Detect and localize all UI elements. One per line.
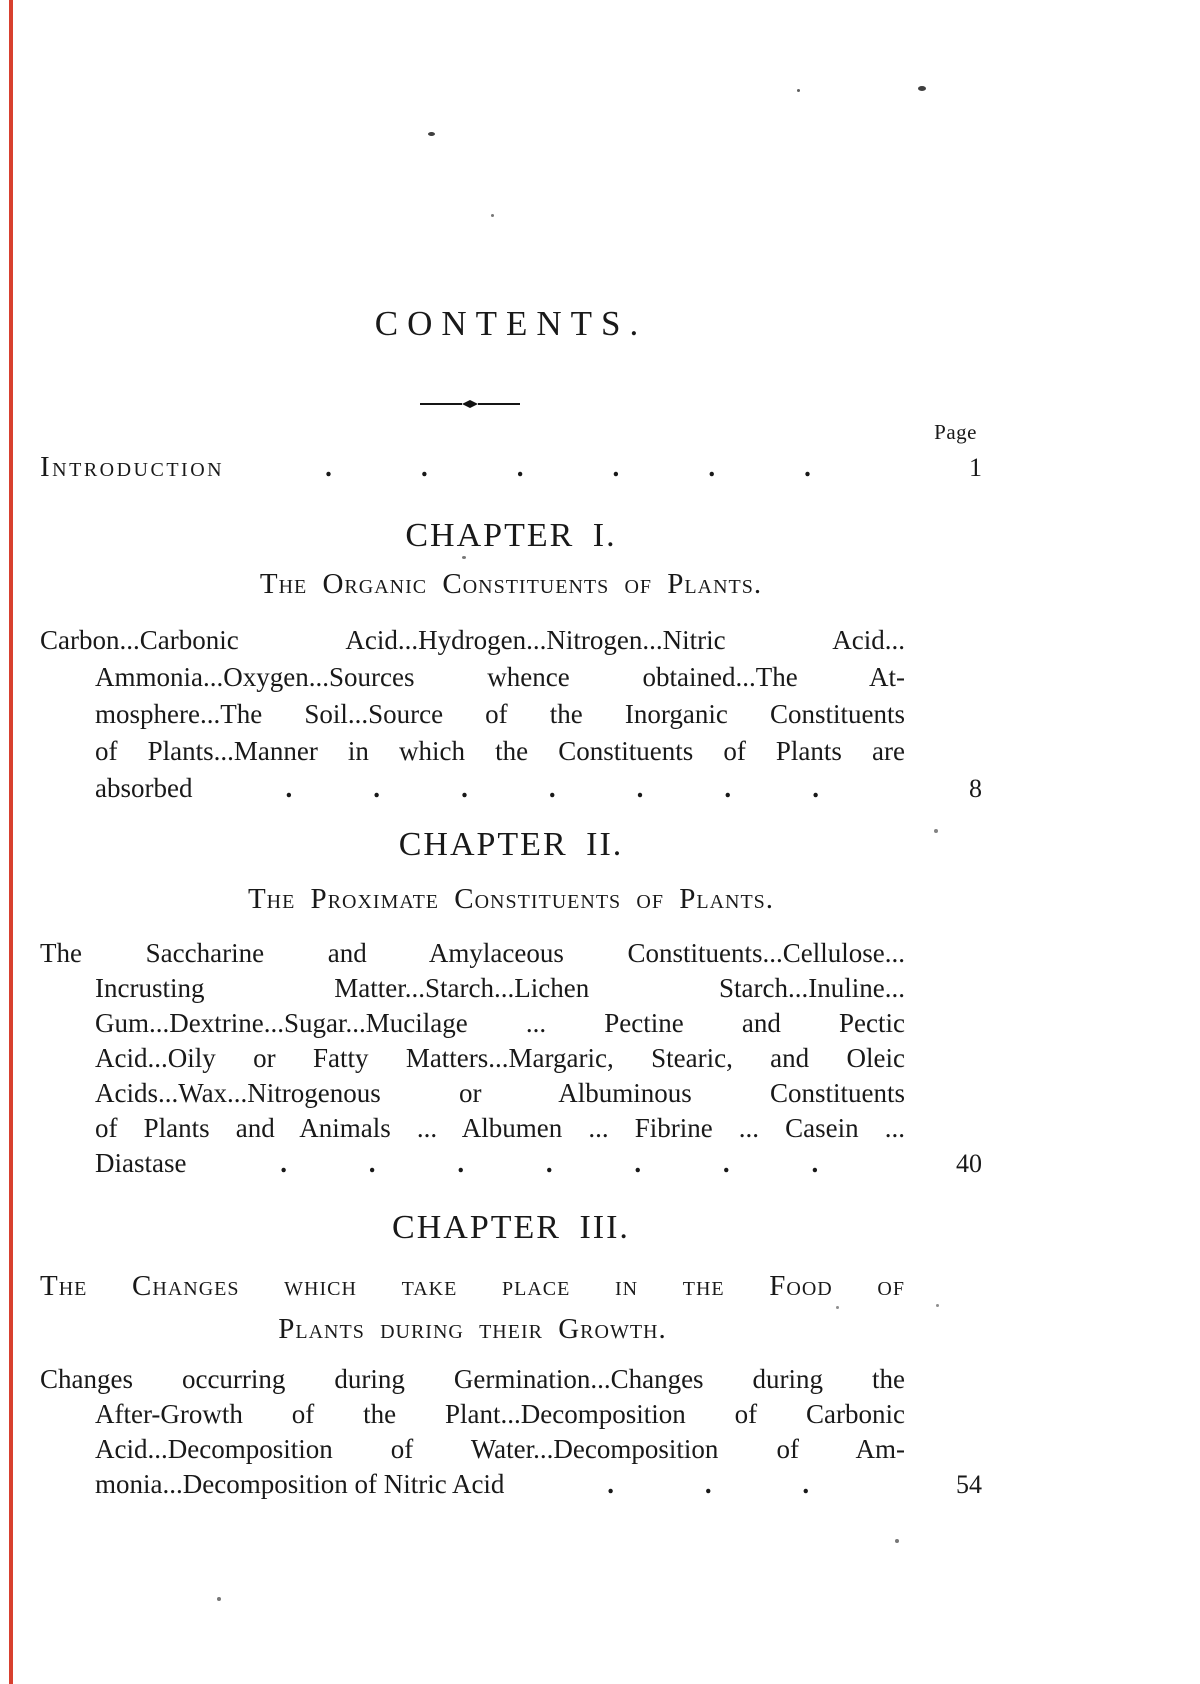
scan-speck: [428, 132, 435, 136]
summary-line: The Saccharine and Amylaceous Constituents...Cellulose...: [40, 938, 905, 968]
scan-speck: [491, 214, 494, 217]
dot-leader: . . . . . . .: [285, 773, 819, 803]
chapter-3-heading: CHAPTER III.: [392, 1209, 630, 1246]
summary-final-text: monia...Decomposition of Nitric Acid: [95, 1469, 505, 1499]
summary-line: Acid...Oily or Fatty Matters...Margaric, Stearic, and Oleic: [95, 1043, 905, 1073]
chapter-3-subject: [40, 1265, 982, 1351]
scan-speck: [918, 86, 926, 91]
chapter-2-heading: CHAPTER II.: [398, 826, 624, 863]
page-number: 8: [969, 774, 982, 803]
summary-line: of Plants and Animals ... Albumen ... Fibrine ... Casein ...: [95, 1113, 905, 1143]
scan-speck: [797, 89, 800, 92]
summary-line: Acids...Wax...Nitrogenous or Albuminous Constituents: [95, 1078, 905, 1108]
summary-line: mosphere...The Soil...Source of the Inorganic Constituents: [95, 699, 905, 729]
chapter-3-summary: [40, 1362, 982, 1502]
red-margin-line: [9, 0, 13, 1684]
introduction-label: Introduction: [40, 451, 225, 483]
summary-line: of Plants...Manner in which the Constituents of Plants are: [95, 736, 905, 766]
summary-line: After-Growth of the Plant...Decomposition of Carbonic: [95, 1399, 905, 1429]
page-number: 40: [956, 1149, 982, 1178]
divider-line-right: [478, 403, 520, 405]
dot-leader: . . . . . .: [325, 452, 811, 482]
summary-line: Acid...Decomposition of Water...Decomposition of Am-: [95, 1434, 905, 1464]
summary-final-line: [40, 1467, 982, 1502]
chapter-1-subject: The Organic Constituents of Plants.: [259, 568, 763, 600]
page-number: 1: [969, 453, 982, 482]
summary-line: Incrusting Matter...Starch...Lichen Starch...Inuline...: [95, 973, 905, 1003]
summary-line: Ammonia...Oxygen...Sources whence obtained...The At-: [95, 662, 905, 692]
chapter-1-heading: CHAPTER I.: [405, 517, 617, 554]
ornamental-divider: [420, 399, 520, 409]
scan-speck: [836, 1306, 839, 1309]
page-content: [40, 0, 982, 1684]
subject-line: Plants during their Growth.: [278, 1313, 667, 1345]
scan-speck: [936, 1304, 939, 1307]
scan-speck: [934, 829, 938, 833]
scan-speck: [217, 1597, 221, 1601]
dot-leader: . . .: [607, 1469, 810, 1499]
divider-line-left: [420, 403, 462, 405]
chapter-1-summary: [40, 622, 982, 807]
subject-line: The Changes which take place in the Food of: [40, 1270, 905, 1302]
dot-leader: . . . . . . .: [280, 1148, 819, 1178]
summary-final-text: Diastase: [95, 1148, 187, 1178]
page-number: 54: [956, 1470, 982, 1499]
summary-line: Changes occurring during Germination...Changes during the: [40, 1364, 905, 1394]
page-column-label: Page: [934, 420, 977, 444]
summary-final-line: [40, 1146, 982, 1181]
contents-title: CONTENTS.: [374, 304, 648, 343]
summary-line: Carbon...Carbonic Acid...Hydrogen...Nitrogen...Nitric Acid...: [40, 625, 905, 655]
scan-speck: [895, 1539, 899, 1543]
summary-line: Gum...Dextrine...Sugar...Mucilage ... Pectine and Pectic: [95, 1008, 905, 1038]
scan-speck: [462, 556, 466, 559]
toc-entry-introduction: [40, 449, 982, 486]
divider-diamond-icon: [462, 400, 478, 408]
summary-final-text: absorbed: [95, 773, 193, 803]
chapter-2-summary: [40, 936, 982, 1181]
chapter-2-subject: The Proximate Constituents of Plants.: [247, 883, 775, 915]
summary-final-line: [40, 770, 982, 807]
